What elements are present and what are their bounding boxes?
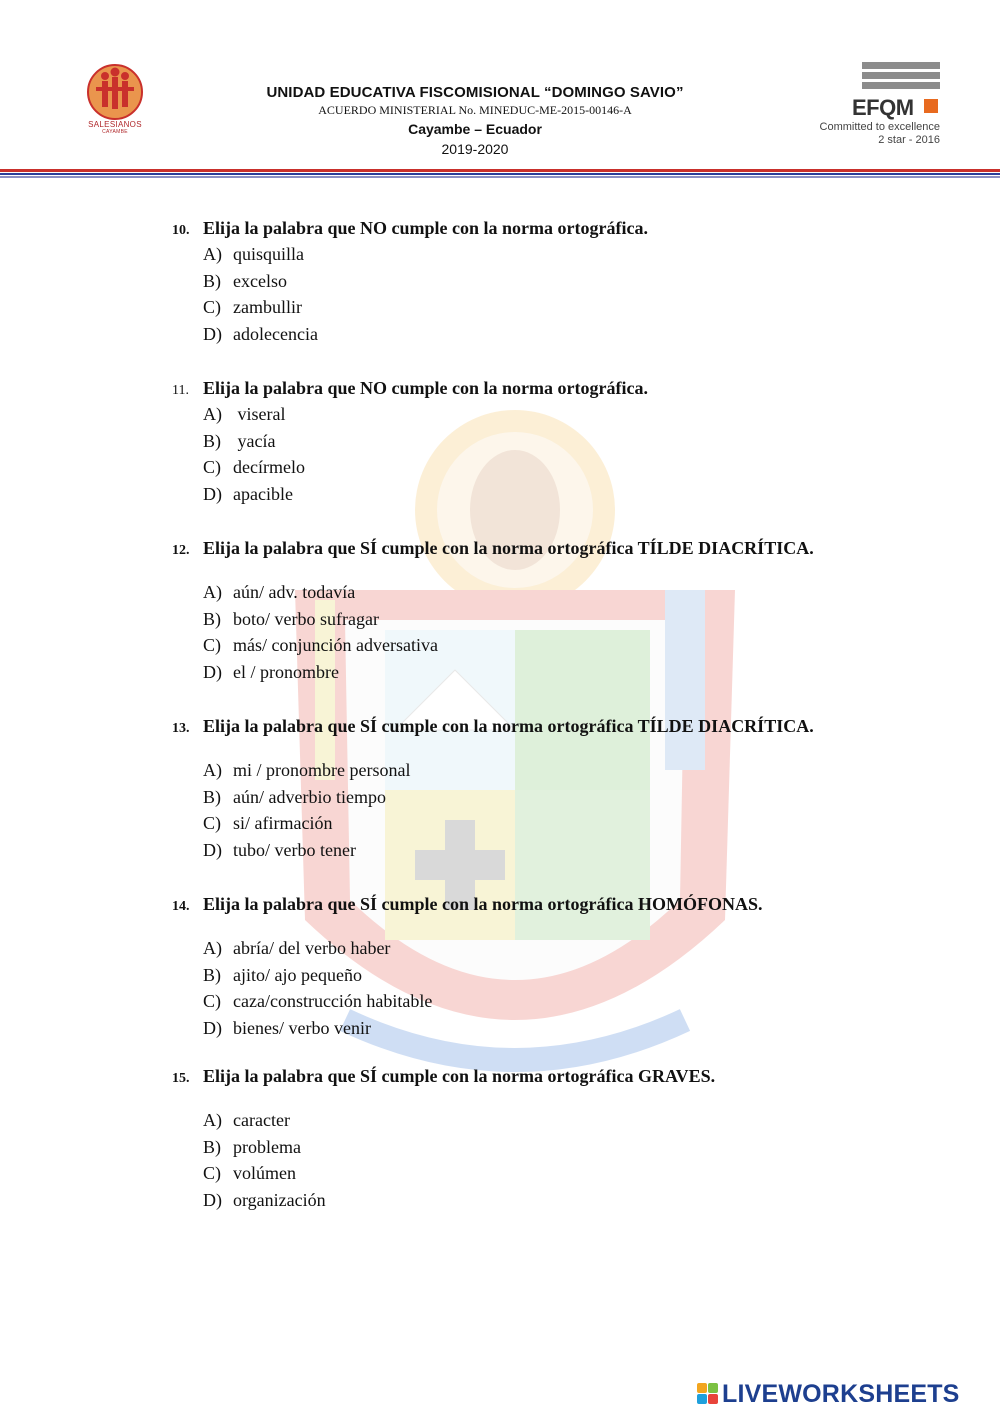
- header-rule-blue: [0, 173, 1000, 175]
- header-rule-red: [0, 169, 1000, 172]
- answer-option[interactable]: A) quisquilla: [203, 244, 304, 264]
- answer-options: [203, 241, 932, 348]
- answer-option[interactable]: B) problema: [203, 1136, 301, 1157]
- answer-option[interactable]: D) bienes/ verbo venir: [203, 1018, 371, 1039]
- liveworksheets-brand: LIVEWORKSHEETS: [722, 1380, 960, 1408]
- question-11: [172, 375, 932, 508]
- question-15: [172, 1063, 932, 1214]
- answer-options: [203, 757, 932, 864]
- salesian-people-icon: [80, 62, 150, 120]
- question-13: [172, 713, 932, 864]
- school-name: UNIDAD EDUCATIVA FISCOMISIONAL “DOMINGO SAVIO”: [266, 84, 684, 101]
- question-12: [172, 535, 932, 686]
- answer-option[interactable]: D) tubo/ verbo tener: [203, 840, 356, 861]
- answer-option[interactable]: B) aún/ adverbio tiempo: [203, 786, 386, 807]
- efqm-square-icon: [924, 99, 938, 113]
- question-prompt: 10. Elija la palabra que NO cumple con la norma ortográfica.: [172, 215, 932, 241]
- question-prompt: 15. Elija la palabra que SÍ cumple con la norma ortográfica GRAVES.: [172, 1063, 932, 1089]
- answer-option[interactable]: C) volúmen: [203, 1163, 296, 1184]
- header-rule-lightblue: [0, 176, 1000, 178]
- answer-options: [203, 579, 932, 686]
- answer-option[interactable]: A) mi / pronombre personal: [203, 760, 411, 780]
- answer-options: [203, 1107, 932, 1214]
- question-14: [172, 891, 932, 1042]
- question-number: 10.: [172, 223, 190, 238]
- question-prompt: 12. Elija la palabra que SÍ cumple con la norma ortográfica TÍLDE DIACRÍTICA.: [172, 535, 932, 561]
- answer-option[interactable]: A) caracter: [203, 1110, 290, 1130]
- ministerial-agreement: ACUERDO MINISTERIAL No. MINEDUC-ME-2015-00146-A: [318, 103, 632, 117]
- salesianos-logo: [80, 62, 150, 140]
- answer-option[interactable]: C) caza/construcción habitable: [203, 991, 433, 1012]
- question-prompt: 14. Elija la palabra que SÍ cumple con la norma ortográfica HOMÓFONAS.: [172, 891, 932, 917]
- document-header: [0, 0, 1000, 190]
- school-year: 2019-2020: [441, 141, 509, 157]
- efqm-tagline: Committed to excellence 2 star - 2016: [819, 121, 940, 146]
- answer-option[interactable]: B) ajito/ ajo pequeño: [203, 964, 362, 985]
- answer-option[interactable]: A) abría/ del verbo haber: [203, 938, 391, 958]
- answer-option[interactable]: D) apacible: [203, 484, 293, 505]
- answer-options: [203, 935, 932, 1042]
- answer-option[interactable]: C) decírmelo: [203, 457, 305, 478]
- answer-option[interactable]: A) viseral: [203, 404, 286, 424]
- efqm-name: EFQM: [852, 95, 914, 120]
- school-title-block: [175, 84, 775, 157]
- liveworksheets-logo-icon: [697, 1383, 719, 1405]
- answer-option[interactable]: B) boto/ verbo sufragar: [203, 608, 379, 629]
- answer-option[interactable]: C) si/ afirmación: [203, 813, 333, 834]
- answer-option[interactable]: D) organización: [203, 1190, 326, 1211]
- answer-option[interactable]: D) el / pronombre: [203, 662, 339, 683]
- question-number: 14.: [172, 899, 190, 914]
- question-prompt: 13. Elija la palabra que SÍ cumple con la norma ortográfica TÍLDE DIACRÍTICA.: [172, 713, 932, 739]
- school-location: Cayambe – Ecuador: [408, 121, 542, 137]
- question-number: 11.: [172, 383, 189, 398]
- answer-option[interactable]: B) yacía: [203, 430, 276, 451]
- salesianos-brand-text: SALESIANOS CAYAMBE: [88, 120, 142, 135]
- answer-option[interactable]: A) aún/ adv. todavía: [203, 582, 356, 602]
- answer-option[interactable]: C) zambullir: [203, 297, 302, 318]
- efqm-logo: [800, 62, 945, 150]
- question-prompt: 11. Elija la palabra que NO cumple con la norma ortográfica.: [172, 375, 932, 401]
- answer-option[interactable]: C) más/ conjunción adversativa: [203, 635, 438, 656]
- question-number: 15.: [172, 1071, 190, 1086]
- question-number: 13.: [172, 721, 190, 736]
- answer-options: [203, 401, 932, 508]
- question-10: [172, 215, 932, 348]
- liveworksheets-footer: [697, 1380, 997, 1408]
- question-number: 12.: [172, 543, 190, 558]
- answer-option[interactable]: D) adolecencia: [203, 324, 318, 345]
- answer-option[interactable]: B) excelso: [203, 270, 287, 291]
